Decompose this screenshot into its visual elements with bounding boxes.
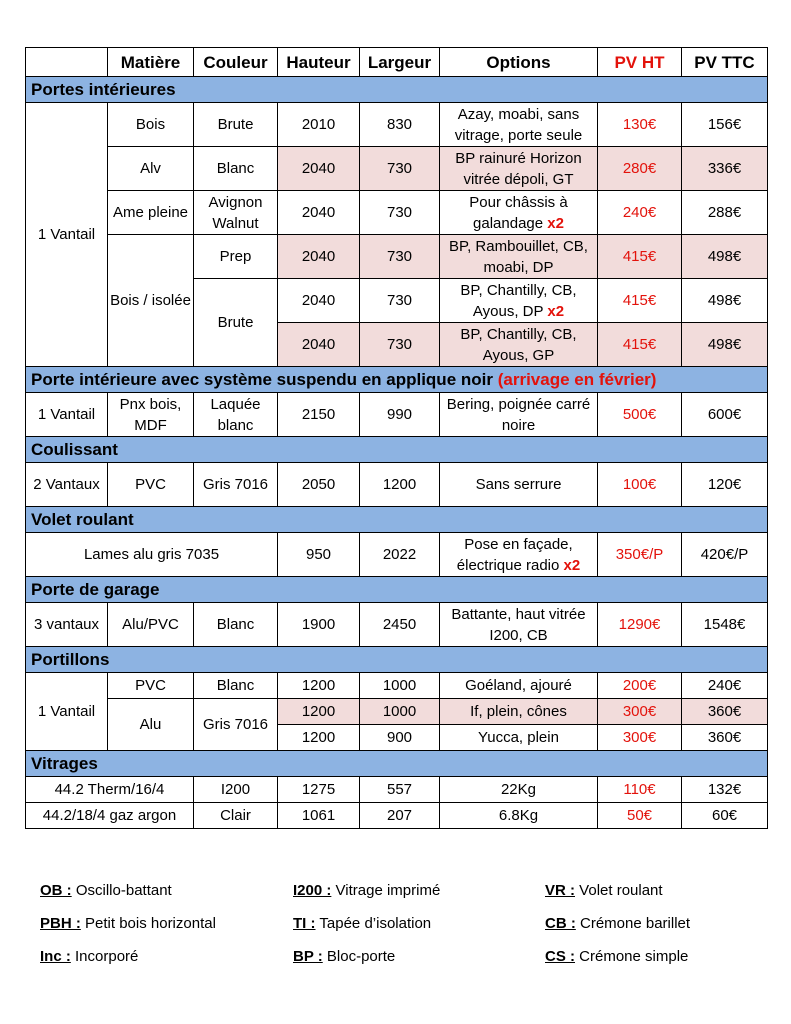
- legend-cb: [545, 915, 690, 932]
- section-title: Portes intérieures: [26, 77, 768, 103]
- hauteur-cell: 950: [278, 533, 360, 577]
- legend-text: Crémone barillet: [580, 915, 691, 932]
- legend-pbh: [40, 915, 216, 932]
- table-row: [26, 393, 768, 437]
- pv-ht-cell: 300€: [598, 725, 682, 751]
- pv-ht-cell: 1290€: [598, 603, 682, 647]
- legend-abbr: TI :: [293, 915, 316, 932]
- hauteur-cell: 2150: [278, 393, 360, 437]
- largeur-cell: 990: [360, 393, 440, 437]
- matiere-cell: PVC: [108, 673, 194, 699]
- legend-text: Tapée d’isolation: [319, 915, 432, 932]
- options-cell: BP, Rambouillet, CB, moabi, DP: [440, 235, 598, 279]
- section-title: Porte de garage: [26, 577, 768, 603]
- pv-ttc-cell: 600€: [682, 393, 768, 437]
- group-cell: 3 vantaux: [26, 603, 108, 647]
- pv-ht-cell: 280€: [598, 147, 682, 191]
- pv-ht-cell: 200€: [598, 673, 682, 699]
- pv-ttc-cell: 498€: [682, 235, 768, 279]
- header-couleur: Couleur: [194, 48, 278, 77]
- couleur-cell: I200: [194, 777, 278, 803]
- pv-ttc-cell: 240€: [682, 673, 768, 699]
- options-cell: Goéland, ajouré: [440, 673, 598, 699]
- header-pv-ttc: PV TTC: [682, 48, 768, 77]
- legend-abbr: Inc :: [40, 948, 71, 965]
- couleur-cell: Avignon Walnut: [194, 191, 278, 235]
- largeur-cell: 730: [360, 323, 440, 367]
- section-title: Portillons: [26, 647, 768, 673]
- table-row: [26, 803, 768, 829]
- matiere-cell: Bois / isolée: [108, 235, 194, 367]
- table-row: [26, 463, 768, 507]
- matiere-cell: Pnx bois, MDF: [108, 393, 194, 437]
- legend-abbr: VR :: [545, 882, 575, 899]
- couleur-cell: Blanc: [194, 673, 278, 699]
- matiere-cell: Alv: [108, 147, 194, 191]
- legend-inc: [40, 948, 138, 965]
- section-title-text: Porte intérieure avec système suspendu en applique noir: [31, 370, 493, 389]
- pv-ttc-cell: 360€: [682, 699, 768, 725]
- table-row: [26, 603, 768, 647]
- hauteur-cell: 1900: [278, 603, 360, 647]
- options-cell: [440, 533, 598, 577]
- legend-text: Oscillo-battant: [75, 882, 172, 899]
- options-cell: [440, 191, 598, 235]
- pv-ht-cell: 100€: [598, 463, 682, 507]
- pv-ttc-cell: 156€: [682, 103, 768, 147]
- options-cell: BP rainuré Horizon vitrée dépoli, GT: [440, 147, 598, 191]
- couleur-cell: Brute: [194, 279, 278, 367]
- largeur-cell: 207: [360, 803, 440, 829]
- legend-i200: [293, 882, 440, 899]
- hauteur-cell: 1200: [278, 673, 360, 699]
- hauteur-cell: 1200: [278, 725, 360, 751]
- description-cell: Lames alu gris 7035: [26, 533, 278, 577]
- legend-text: Incorporé: [75, 948, 139, 965]
- legend-abbr: OB :: [40, 882, 72, 899]
- hauteur-cell: 2040: [278, 191, 360, 235]
- legend-abbr: CB :: [545, 915, 576, 932]
- largeur-cell: 2450: [360, 603, 440, 647]
- matiere-cell: PVC: [108, 463, 194, 507]
- pv-ht-cell: 50€: [598, 803, 682, 829]
- largeur-cell: 1000: [360, 673, 440, 699]
- legend-ti: [293, 915, 431, 932]
- couleur-cell: Brute: [194, 103, 278, 147]
- arrival-note: (arrivage en février): [497, 370, 657, 389]
- largeur-cell: 730: [360, 235, 440, 279]
- legend-text: Petit bois horizontal: [85, 915, 216, 932]
- table-row: [26, 533, 768, 577]
- pv-ht-cell: 415€: [598, 279, 682, 323]
- pv-ht-cell: 240€: [598, 191, 682, 235]
- hauteur-cell: 2040: [278, 279, 360, 323]
- options-text: Pour châssis à galandage: [469, 193, 568, 232]
- legend-abbr: I200 :: [293, 882, 332, 899]
- legend-ob: [40, 882, 172, 899]
- section-title: Coulissant: [26, 437, 768, 463]
- pv-ht-cell: 415€: [598, 235, 682, 279]
- table-row: [26, 103, 768, 147]
- pv-ht-cell: 110€: [598, 777, 682, 803]
- hauteur-cell: 1200: [278, 699, 360, 725]
- hauteur-cell: 2040: [278, 147, 360, 191]
- table-row: [26, 147, 768, 191]
- largeur-cell: 830: [360, 103, 440, 147]
- pv-ttc-cell: 336€: [682, 147, 768, 191]
- section-title: [26, 367, 768, 393]
- table-row: [26, 777, 768, 803]
- legend-abbr: BP :: [293, 948, 323, 965]
- legend-abbr: PBH :: [40, 915, 81, 932]
- largeur-cell: 730: [360, 279, 440, 323]
- couleur-cell: Gris 7016: [194, 699, 278, 751]
- couleur-cell: Blanc: [194, 147, 278, 191]
- description-cell: 44.2 Therm/16/4: [26, 777, 194, 803]
- quantity-badge: x2: [547, 214, 564, 232]
- pv-ttc-cell: 498€: [682, 279, 768, 323]
- pv-ttc-cell: 132€: [682, 777, 768, 803]
- section-portes-interieures: [26, 77, 768, 103]
- legend-text: Crémone simple: [579, 948, 689, 965]
- pv-ht-cell: 350€/P: [598, 533, 682, 577]
- quantity-badge: x2: [547, 302, 565, 320]
- options-cell: BP, Chantilly, CB, Ayous, GP: [440, 323, 598, 367]
- matiere-cell: Alu: [108, 699, 194, 751]
- table-row: [26, 699, 768, 725]
- group-cell: 1 Vantail: [26, 393, 108, 437]
- section-vitrages: [26, 751, 768, 777]
- hauteur-cell: 2010: [278, 103, 360, 147]
- options-cell: Sans serrure: [440, 463, 598, 507]
- couleur-cell: Blanc: [194, 603, 278, 647]
- section-title: Volet roulant: [26, 507, 768, 533]
- legend-text: Volet roulant: [579, 882, 663, 899]
- largeur-cell: 730: [360, 147, 440, 191]
- options-cell: Battante, haut vitrée I200, CB: [440, 603, 598, 647]
- header-largeur: Largeur: [360, 48, 440, 77]
- hauteur-cell: 1061: [278, 803, 360, 829]
- options-cell: 22Kg: [440, 777, 598, 803]
- largeur-cell: 2022: [360, 533, 440, 577]
- pv-ht-cell: 500€: [598, 393, 682, 437]
- legend-abbr: CS :: [545, 948, 575, 965]
- legend-cs: [545, 948, 688, 965]
- group-cell: 1 Vantail: [26, 103, 108, 367]
- hauteur-cell: 2040: [278, 323, 360, 367]
- table-row: [26, 191, 768, 235]
- pv-ttc-cell: 498€: [682, 323, 768, 367]
- couleur-cell: Laquée blanc: [194, 393, 278, 437]
- largeur-cell: 557: [360, 777, 440, 803]
- section-porte-garage: [26, 577, 768, 603]
- pv-ttc-cell: 360€: [682, 725, 768, 751]
- pv-ttc-cell: 288€: [682, 191, 768, 235]
- pv-ht-cell: 300€: [598, 699, 682, 725]
- options-cell: Yucca, plein: [440, 725, 598, 751]
- largeur-cell: 1000: [360, 699, 440, 725]
- pv-ttc-cell: 1548€: [682, 603, 768, 647]
- options-cell: If, plein, cônes: [440, 699, 598, 725]
- options-cell: Bering, poignée carré noire: [440, 393, 598, 437]
- group-cell: 2 Vantaux: [26, 463, 108, 507]
- matiere-cell: Alu/PVC: [108, 603, 194, 647]
- matiere-cell: Ame pleine: [108, 191, 194, 235]
- pv-ttc-cell: 60€: [682, 803, 768, 829]
- hauteur-cell: 2050: [278, 463, 360, 507]
- section-title: Vitrages: [26, 751, 768, 777]
- options-cell: 6.8Kg: [440, 803, 598, 829]
- price-table: [25, 47, 768, 829]
- legend-text: Vitrage imprimé: [335, 882, 441, 899]
- largeur-cell: 1200: [360, 463, 440, 507]
- description-cell: 44.2/18/4 gaz argon: [26, 803, 194, 829]
- matiere-cell: Bois: [108, 103, 194, 147]
- hauteur-cell: 2040: [278, 235, 360, 279]
- table-row: [26, 673, 768, 699]
- options-cell: [440, 279, 598, 323]
- couleur-cell: Gris 7016: [194, 463, 278, 507]
- legend-vr: [545, 882, 663, 899]
- header-hauteur: Hauteur: [278, 48, 360, 77]
- section-volet-roulant: [26, 507, 768, 533]
- options-cell: Azay, moabi, sans vitrage, porte seule: [440, 103, 598, 147]
- header-pv-ht: PV HT: [598, 48, 682, 77]
- pv-ttc-cell: 420€/P: [682, 533, 768, 577]
- legend-bp: [293, 948, 395, 965]
- header-row: [26, 48, 768, 77]
- header-empty: [26, 48, 108, 77]
- quantity-badge: x2: [563, 556, 581, 574]
- section-portillons: [26, 647, 768, 673]
- pv-ht-cell: 130€: [598, 103, 682, 147]
- group-cell: 1 Vantail: [26, 673, 108, 751]
- largeur-cell: 900: [360, 725, 440, 751]
- legend-text: Bloc-porte: [326, 948, 396, 965]
- largeur-cell: 730: [360, 191, 440, 235]
- header-matiere: Matière: [108, 48, 194, 77]
- options-text: Pose en façade, électrique radio: [456, 535, 573, 574]
- pv-ttc-cell: 120€: [682, 463, 768, 507]
- header-options: Options: [440, 48, 598, 77]
- table-row: [26, 235, 768, 279]
- couleur-cell: Prep: [194, 235, 278, 279]
- couleur-cell: Clair: [194, 803, 278, 829]
- section-coulissant: [26, 437, 768, 463]
- hauteur-cell: 1275: [278, 777, 360, 803]
- section-porte-suspendue: [26, 367, 768, 393]
- options-text: BP, Chantilly, CB, Ayous, DP: [460, 281, 577, 320]
- pv-ht-cell: 415€: [598, 323, 682, 367]
